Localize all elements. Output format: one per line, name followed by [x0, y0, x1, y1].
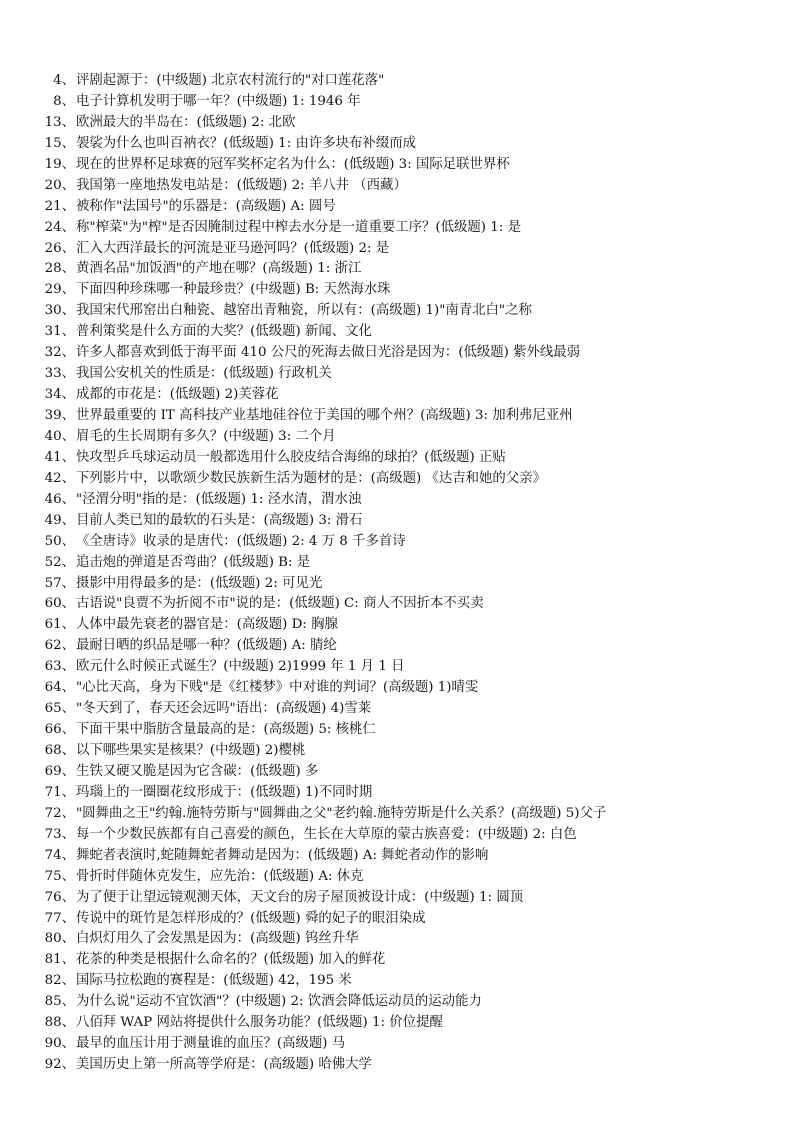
quiz-item-text: 下面干果中脂肪含量最高的是：(高级题) 5: 核桃仁	[76, 722, 376, 738]
quiz-item-text: 舞蛇者表演时,蛇随舞蛇者舞动是因为：(低级题) A: 舞蛇者动作的影响	[76, 847, 489, 863]
quiz-item-number: 66、	[44, 722, 75, 738]
quiz-item-number: 50、	[44, 533, 75, 549]
quiz-item-number: 65、	[44, 701, 75, 717]
quiz-item-text: 汇入大西洋最长的河流是亚马逊河吗？(低级题) 2: 是	[76, 240, 390, 256]
quiz-item-text: 下列影片中，以歌颂少数民族新生活为题材的是：(高级题) 《达吉和她的父亲》	[76, 470, 546, 486]
quiz-item-number: 39、	[44, 408, 75, 423]
quiz-item	[0, 71, 794, 92]
quiz-item-number: 49、	[44, 512, 75, 528]
quiz-item-number: 46、	[44, 491, 75, 507]
quiz-item	[0, 594, 794, 615]
quiz-item	[0, 1055, 794, 1076]
quiz-item	[0, 364, 794, 385]
quiz-item	[0, 1013, 794, 1034]
quiz-item-text: "心比天高，身为下贱"是《红楼梦》中对谁的判词？(高级题) 1)晴雯	[76, 680, 479, 696]
quiz-item-text: "圆舞曲之王"约翰.施特劳斯与"圆舞曲之父"老约翰.施特劳斯是什么关系？(高级题) 5)父子	[76, 805, 607, 821]
quiz-item-number: 74、	[44, 847, 75, 863]
quiz-item-text: 许多人都喜欢到低于海平面 410 公尺的死海去做日光浴是因为：(低级题) 紫外线最弱	[76, 345, 581, 361]
quiz-item	[0, 846, 794, 867]
quiz-item	[0, 929, 794, 950]
quiz-item-text: 每一个少数民族都有自己喜爱的颜色，生长在大草原的蒙古族喜爱：(中级题) 2: 白色	[76, 826, 577, 842]
quiz-item-number: 60、	[44, 596, 75, 612]
quiz-item-number: 63、	[44, 659, 75, 675]
quiz-item-number: 92、	[44, 1057, 75, 1073]
quiz-item	[0, 448, 794, 469]
quiz-item-number: 73、	[44, 826, 75, 842]
quiz-item-number: 75、	[44, 868, 75, 884]
quiz-item-text: 被称作"法国号"的乐器是：(高级题) A: 圆号	[76, 198, 336, 214]
quiz-item-text: 为了便于让望远镜观测天体，天文台的房子屋顶被设计成：(中级题) 1: 圆顶	[76, 889, 524, 905]
quiz-item-text: 我国宋代邢窑出白釉瓷、越窑出青釉瓷，所以有：(高级题) 1)"南青北白"之称	[76, 303, 532, 319]
quiz-item-text: 以下哪些果实是核果？(中级题) 2)樱桃	[76, 743, 306, 758]
quiz-item-text: 传说中的斑竹是怎样形成的？(低级题) 舜的妃子的眼泪染成	[76, 910, 426, 926]
quiz-item	[0, 239, 794, 260]
quiz-list	[0, 71, 794, 1076]
quiz-item-number: 32、	[44, 345, 75, 361]
quiz-item-number: 71、	[44, 784, 75, 800]
quiz-item	[0, 134, 794, 155]
quiz-item-number: 4、	[53, 73, 75, 88]
quiz-item-text: 美国历史上第一所高等学府是：(高级题) 哈佛大学	[76, 1057, 372, 1073]
quiz-item-text: 现在的世界杯足球赛的冠军奖杯定名为什么：(低级题) 3: 国际足联世界杯	[76, 156, 510, 172]
quiz-item-number: 62、	[44, 638, 75, 654]
quiz-item-text: 生铁又硬又脆是因为它含碳：(低级题) 多	[76, 763, 319, 779]
quiz-item-text: 花茶的种类是根据什么命名的？(低级题) 加入的鲜花	[76, 952, 386, 968]
quiz-item-text: 国际马拉松跑的赛程是：(低级题) 42，195 米	[76, 973, 352, 989]
quiz-item-text: 骨折时伴随休克发生，应先治：(低级题) A: 休克	[76, 868, 364, 884]
quiz-item	[0, 280, 794, 301]
quiz-item-text: 眉毛的生长周期有多久？(中级题) 3: 二个月	[76, 428, 336, 444]
quiz-item-text: 我国公安机关的性质是：(低级题) 行政机关	[76, 366, 332, 382]
quiz-item	[0, 427, 794, 448]
quiz-item-text: 普利策奖是什么方面的大奖？(低级题) 新闻、文化	[76, 324, 372, 340]
quiz-item-number: 41、	[44, 449, 75, 465]
quiz-item	[0, 804, 794, 825]
quiz-item-text: 最早的血压计用于测量谁的血压？(高级题) 马	[76, 1036, 346, 1052]
quiz-item-text: 摄影中用得最多的是：(低级题) 2: 可见光	[76, 575, 323, 591]
quiz-item	[0, 532, 794, 553]
quiz-item-text: 袈裟为什么也叫百衲衣？(低级题) 1: 由许多块布补缀而成	[76, 135, 416, 151]
quiz-item-number: 33、	[44, 366, 75, 382]
quiz-item	[0, 699, 794, 720]
quiz-item-text: 追击炮的弹道是否弯曲？(低级题) B: 是	[76, 554, 311, 570]
quiz-item	[0, 720, 794, 741]
quiz-item	[0, 678, 794, 699]
quiz-item-number: 24、	[44, 219, 75, 235]
quiz-item-text: 电子计算机发明于哪一年？(中级题) 1: 1946 年	[76, 93, 361, 109]
quiz-item-number: 40、	[44, 428, 75, 444]
quiz-item-number: 88、	[44, 1015, 75, 1031]
quiz-item	[0, 741, 794, 762]
quiz-item	[0, 218, 794, 239]
quiz-item-number: 26、	[44, 240, 75, 256]
quiz-item	[0, 657, 794, 678]
quiz-item	[0, 301, 794, 322]
quiz-item-text: "冬天到了，春天还会远吗"语出：(高级题) 4)雪莱	[76, 701, 372, 717]
quiz-item-text: 快攻型乒乓球运动员一般都选用什么胶皮结合海绵的球拍？(低级题) 正贴	[76, 449, 506, 465]
quiz-item	[0, 762, 794, 783]
quiz-item-text: 成都的市花是：(低级题) 2)芙蓉花	[76, 387, 279, 403]
quiz-item-number: 76、	[44, 889, 75, 905]
quiz-item	[0, 92, 794, 113]
quiz-item	[0, 888, 794, 909]
quiz-item-text: 欧元什么时候正式诞生？(中级题) 2)1999 年 1 月 1 日	[76, 659, 405, 675]
quiz-item-number: 29、	[44, 282, 75, 298]
quiz-item-number: 28、	[44, 261, 75, 277]
quiz-item-text: 评剧起源于：(中级题) 北京农村流行的"对口莲花落"	[76, 73, 385, 88]
quiz-item-number: 15、	[44, 135, 75, 151]
quiz-item	[0, 343, 794, 364]
quiz-item	[0, 155, 794, 176]
quiz-item	[0, 825, 794, 846]
quiz-item-text: 古语说"良贾不为折阅不市"说的是：(低级题) C: 商人不因折本不买卖	[76, 596, 484, 612]
quiz-item-number: 57、	[44, 575, 75, 591]
quiz-item-number: 52、	[44, 554, 75, 570]
quiz-item	[0, 553, 794, 574]
quiz-item-number: 85、	[44, 994, 75, 1010]
quiz-item-number: 82、	[44, 973, 75, 989]
quiz-item-text: 《全唐诗》收录的是唐代：(低级题) 2: 4 万 8 千多首诗	[76, 533, 406, 549]
quiz-item	[0, 950, 794, 971]
quiz-item-number: 81、	[44, 952, 75, 968]
quiz-item	[0, 322, 794, 343]
quiz-item-number: 68、	[44, 743, 75, 758]
quiz-item-number: 69、	[44, 763, 75, 779]
quiz-item-number: 31、	[44, 324, 75, 340]
quiz-item-number: 61、	[44, 617, 75, 633]
quiz-item	[0, 574, 794, 595]
quiz-item	[0, 992, 794, 1013]
quiz-item-number: 13、	[44, 114, 75, 130]
quiz-item	[0, 259, 794, 280]
quiz-item	[0, 971, 794, 992]
quiz-item-text: "泾渭分明"指的是：(低级题) 1: 泾水清，渭水浊	[76, 491, 362, 507]
quiz-item	[0, 1034, 794, 1055]
quiz-item	[0, 176, 794, 197]
quiz-item-number: 77、	[44, 910, 75, 926]
quiz-item	[0, 113, 794, 134]
quiz-item-number: 90、	[44, 1036, 75, 1052]
quiz-item-text: 目前人类已知的最软的石头是：(高级题) 3: 滑石	[76, 512, 363, 528]
quiz-item-text: 为什么说"运动不宜饮酒"？(中级题) 2: 饮酒会降低运动员的运动能力	[76, 994, 482, 1010]
quiz-item	[0, 615, 794, 636]
quiz-item-text: 人体中最先衰老的器官是：(高级题) D: 胸腺	[76, 617, 338, 633]
quiz-item-text: 下面四种珍珠哪一种最珍贵？(中级题) B: 天然海水珠	[76, 282, 391, 298]
quiz-item-number: 21、	[44, 198, 75, 214]
quiz-item-number: 80、	[44, 931, 75, 947]
quiz-item	[0, 511, 794, 532]
quiz-item-number: 72、	[44, 805, 75, 821]
quiz-item	[0, 197, 794, 218]
quiz-item-number: 8、	[53, 93, 75, 109]
quiz-item-number: 42、	[44, 470, 75, 486]
quiz-item-text: 八佰拜 WAP 网站将提供什么服务功能？(低级题) 1: 价位提醒	[76, 1015, 443, 1031]
quiz-item-number: 64、	[44, 680, 75, 696]
quiz-item-text: 欧洲最大的半岛在：(低级题) 2: 北欧	[76, 114, 296, 130]
quiz-item-text: 世界最重要的 IT 高科技产业基地硅谷位于美国的哪个州？(高级题) 3: 加利弗尼亚州	[76, 408, 573, 423]
quiz-item-text: 玛瑙上的一圈圈花纹形成于：(低级题) 1)不同时期	[76, 784, 373, 800]
quiz-item-number: 30、	[44, 303, 75, 319]
quiz-item-text: 最耐日晒的织品是哪一种？(低级题) A: 腈纶	[76, 638, 337, 654]
quiz-item	[0, 636, 794, 657]
quiz-item-text: 称"榨菜"为"榨"是否因腌制过程中榨去水分是一道重要工序？(低级题) 1: 是	[76, 219, 521, 235]
quiz-item-text: 黄酒名品"加饭酒"的产地在哪？(高级题) 1: 浙江	[76, 261, 362, 277]
quiz-item	[0, 867, 794, 888]
quiz-item	[0, 406, 794, 427]
quiz-item-number: 20、	[44, 177, 75, 193]
quiz-item	[0, 490, 794, 511]
quiz-item	[0, 385, 794, 406]
quiz-item-number: 19、	[44, 156, 75, 172]
quiz-item-text: 白炽灯用久了会发黑是因为：(高级题) 钨丝升华	[76, 931, 359, 947]
quiz-item-text: 我国第一座地热发电站是：(低级题) 2: 羊八井 （西藏）	[76, 177, 407, 193]
quiz-item	[0, 783, 794, 804]
quiz-item-number: 34、	[44, 387, 75, 403]
quiz-item	[0, 909, 794, 930]
quiz-item	[0, 469, 794, 490]
